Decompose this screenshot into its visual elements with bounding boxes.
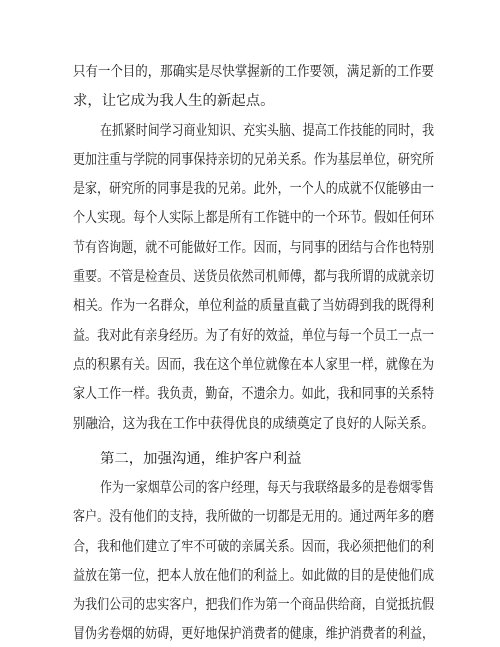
heading-text: 第二，加强沟通，维护客户利益 [100,451,302,467]
text-line [0,235,500,261]
line-text: 益放在第一位，把本人放在他们的利益上。如此做的目的是使他们成 [73,568,435,584]
text-line [0,381,500,407]
text-line [0,411,500,437]
line-text: 节有咨询题，就不可能做好工作。因而，与同事的团结与合作也特别 [73,240,435,256]
text-line [0,504,500,530]
text-line [0,118,500,144]
text-line [0,88,500,114]
text-line [0,205,500,231]
text-line [0,59,500,85]
section-heading [0,446,500,472]
line-text: 家人工作一样。我负责，勤奋，不遗余力。如此，我和同事的关系特 [73,386,435,402]
line-text: 客户。没有他们的支持，我所做的一切都是无用的。通过两年多的磨 [73,509,435,525]
line-text: 别融洽，这为我在工作中获得优良的成绩奠定了良好的人际关系。 [73,416,435,432]
text-line [0,621,500,647]
text-line [0,323,500,349]
text-line [0,264,500,290]
line-text: 为我们公司的忠实客户，把我们作为第一个商品供给商，自觉抵抗假 [73,597,435,613]
text-line [0,563,500,589]
line-text: 点的积累有关。因而，我在这个单位就像在本人家里一样，就像在为 [73,357,435,373]
line-text: 是家，研究所的同事是我的兄弟。此外，一个人的成就不仅能够由一 [73,181,435,197]
text-line [0,592,500,618]
line-text: 作为一家烟草公司的客户经理，每天与我联络最多的是卷烟零售 [100,480,435,496]
line-text: 只有一个目的，那确实是尽快掌握新的工作要领，满足新的工作要 [73,64,435,80]
line-text: 求，让它成为我人生的新起点。 [73,93,275,109]
line-text: 相关。作为一名群众，单位利益的质量直截了当妨碍到我的既得利 [73,298,435,314]
line-text: 在抓紧时间学习商业知识、充实头脑、提高工作技能的同时，我 [100,123,435,139]
line-text: 重要。不管是检查员、送货员依然司机师傅，都与我所谓的成就亲切 [73,269,435,285]
line-text: 个人实现。每个人实际上都是所有工作链中的一个环节。假如任何环 [73,210,435,226]
line-text: 合，我和他们建立了牢不可破的亲属关系。因而，我必须把他们的利 [73,539,435,555]
text-line [0,293,500,319]
text-line [0,176,500,202]
line-text: 冒伪劣卷烟的妨碍，更好地保护消费者的健康，维护消费者的利益， [73,626,435,642]
text-line [0,534,500,560]
text-line [0,475,500,501]
line-text: 更加注重与学院的同事保持亲切的兄弟关系。作为基层单位，研究所 [73,152,435,168]
line-text: 益。我对此有亲身经历。为了有好的效益，单位与每一个员工一点一 [73,328,435,344]
text-line [0,352,500,378]
text-line [0,147,500,173]
